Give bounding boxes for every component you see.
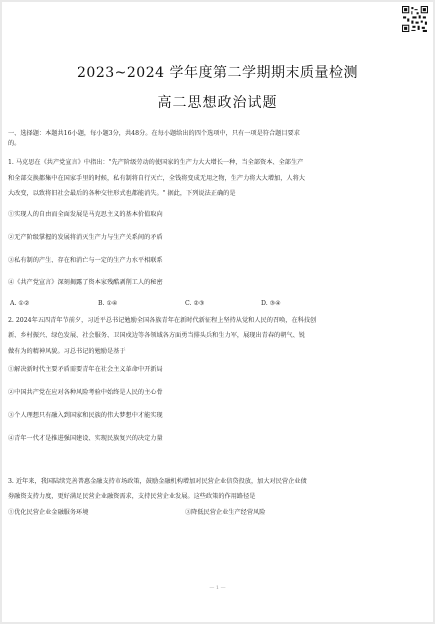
q2-stem-line2: 新、乡村振兴、绿色发展、社会服务、卫国戍边等各领域各方面勇当排头兵和生力军，展现出青春的朝气、锐 bbox=[8, 332, 305, 339]
q2-stem-line1: 2. 2024年五四青年节前夕，习近平总书记勉励全国各族青年在新时代新征程上坚持从觉和人民的召唤，在科技创 bbox=[8, 317, 317, 324]
q1-statement-3: ③私有制的产生、存在和消亡与一定的生产力水平相联系 bbox=[8, 257, 163, 264]
q1-stem-line2: 和全部交换都集中在国家手里的时候，私有制将自行灭亡，全钱将变成无用之物，生产力将大大增加，人将大 bbox=[8, 175, 305, 182]
q1-option-a: A. ①② bbox=[10, 300, 30, 307]
exam-title: 2023~2024 学年度第二学期期末质量检测 bbox=[77, 65, 358, 81]
q2-stem-line3: 做有为的精神风貌。习总书记的勉励是基于 bbox=[8, 348, 126, 355]
page-number: — 1 — bbox=[209, 585, 226, 591]
section-intro-line1: 一、选择题：本题共16小题，每小题3分，共48分。在每小题给出的四个选项中，只有一项是符合题目要求 bbox=[8, 130, 300, 137]
q1-option-b: B. ①④ bbox=[98, 300, 118, 307]
q1-option-d: D. ③④ bbox=[261, 300, 281, 307]
q2-statement-2: ②中国共产党在应对各种风险考验中始终是人民的主心骨 bbox=[8, 389, 163, 396]
q2-statement-1: ①解决新时代主要矛盾需要青年在社会主义革命中开新局 bbox=[8, 366, 163, 373]
q1-stem-line1: 1. 马克思在《共产党宣言》中指出："先产阶级劳动的使国家的生产力大大增长一种，当全部资本、全部生产 bbox=[8, 159, 304, 166]
q1-option-c: C. ②③ bbox=[185, 300, 205, 307]
q3-statement-1: ①优化民营企业金融服务环境 bbox=[8, 509, 89, 516]
document-page bbox=[2, 2, 433, 622]
qr-code-image bbox=[402, 6, 428, 32]
q3-stem-line2: 券融资支持力度，更好满足民营企业融资需求，支持民营企业发展。这些政策的作用路径是 bbox=[8, 493, 256, 500]
exam-subtitle: 高二思想政治试题 bbox=[157, 95, 278, 111]
q1-statement-2: ②无产阶级掌握的发展将消灭生产力与生产关系间的矛盾 bbox=[8, 234, 163, 241]
q3-statement-2: ③降低民营企业生产经营风险 bbox=[185, 509, 266, 516]
q1-stem-line3: 大改变，以致将旧社会最后的各种交往形式也都能消失。" 据此，下列说法正确的是 bbox=[8, 190, 236, 197]
q1-statement-1: ①实现人的自由而全面发展是马克思主义的基本价值取向 bbox=[8, 211, 163, 218]
q2-statement-4: ④青年一代才是推进强国建设、实现民族复兴的决定力量 bbox=[8, 435, 163, 442]
q2-statement-3: ③个人理想只有融入到国家和民族的伟大梦想中才能实现 bbox=[8, 412, 163, 419]
q1-statement-4: ④《共产党宣言》深刻揭露了资本家残酷剥削工人的秘密 bbox=[8, 279, 163, 286]
q3-stem-line1: 3. 近年来，我国陆续完善普惠金融支持市场政策，鼓励金融机构增加对民营企业信贷投放，加大对民营企业债 bbox=[8, 478, 307, 485]
section-intro-line2: 的。 bbox=[8, 140, 21, 147]
